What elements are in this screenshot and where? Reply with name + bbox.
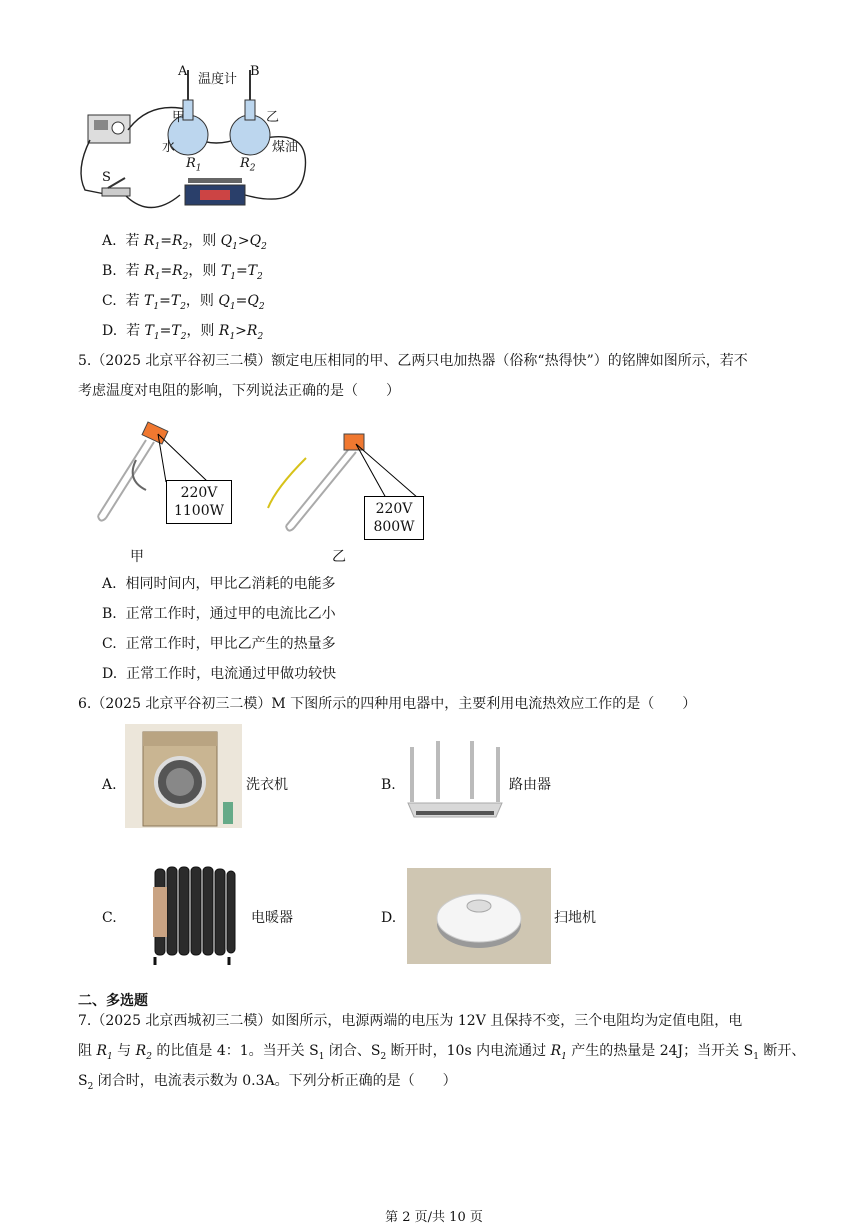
label-b: B <box>250 64 260 79</box>
heater-yi-caption: 乙 <box>332 549 346 565</box>
q5-line2: 考虑温度对电阻的影响，下列说法正确的是（ ） <box>78 383 400 399</box>
q6-option-c-label: 电暖器 <box>251 910 293 926</box>
circuit-figure <box>70 60 330 225</box>
q7-line2: 阻 $R_1$ 与 $R_2$ 的比值是 4：1。当开关 $S_1$ 闭合、$S_2$ 断开时，10s 内电流通过 $R_1$ 产生的热量是 24J；当开关 $S_1$ 断开、 <box>78 1043 806 1062</box>
washing-machine-icon <box>125 724 242 828</box>
q6-option-b-label: 路由器 <box>509 777 551 793</box>
heater-icon <box>125 857 247 969</box>
heater-yi-figure <box>256 428 426 565</box>
q5-option-d: D. 正常工作时，电流通过甲做功较快 <box>102 666 337 682</box>
q6-option-c-letter: C. <box>102 910 117 926</box>
q6-option-a-letter: A. <box>102 777 117 793</box>
label-jia: 甲 <box>172 110 186 125</box>
q6-option-d-letter: D. <box>381 910 397 926</box>
q6-option-b-letter: B. <box>381 777 396 793</box>
heater-jia-nameplate <box>166 480 232 524</box>
heater-jia-caption: 甲 <box>130 549 144 565</box>
q6-line1: 6.（2025 北京平谷初三二模）M 下图所示的四种用电器中，主要利用电流热效应工作的是（ ） <box>78 696 697 712</box>
label-s: S <box>102 170 111 185</box>
label-a: A <box>178 64 188 79</box>
heater-yi-power: 800W <box>373 519 415 535</box>
label-oil: 煤油 <box>272 140 299 155</box>
label-water: 水 <box>162 140 176 155</box>
router-icon <box>404 737 506 822</box>
q5-option-c: C. 正常工作时，甲比乙产生的热量多 <box>102 636 336 652</box>
heater-yi-nameplate <box>364 496 424 540</box>
heater-jia-figure <box>86 420 246 565</box>
label-thermometer: 温度计 <box>198 72 238 87</box>
q5-option-a: A. 相同时间内，甲比乙消耗的电能多 <box>102 576 336 592</box>
q7-line3: $S_2$ 闭合时，电流表示数为 0.3A。下列分析正确的是（ ） <box>78 1073 457 1092</box>
heater-jia-power: 1100W <box>173 503 225 519</box>
q6-option-d-label: 扫地机 <box>554 910 596 926</box>
q6-option-a-label: 洗衣机 <box>246 777 288 793</box>
q5-line1: 5.（2025 北京平谷初三二模）额定电压相同的甲、乙两只电加热器（俗称“热得快”）的铭牌如图所示，若不 <box>78 353 748 369</box>
q4-option-b: B. 若 $R_1=R_2$，则 $T_1=T_2$ <box>102 263 263 282</box>
robot-vacuum-icon <box>407 868 551 964</box>
section-title: 二、多选题 <box>78 993 148 1009</box>
q7-line1: 7.（2025 北京西城初三二模）如图所示，电源两端的电压为 12V 且保持不变，三个电阻均为定值电阻，电 <box>78 1013 743 1029</box>
heater-yi-voltage: 220V <box>375 501 413 517</box>
q4-option-a: A. 若 $R_1=R_2$，则 $Q_1>Q_2$ <box>102 233 267 252</box>
label-r1: $R_1$ <box>186 156 202 174</box>
q4-option-c: C. 若 $T_1=T_2$，则 $Q_1=Q_2$ <box>102 293 265 312</box>
heater-jia-voltage: 220V <box>180 485 218 501</box>
label-r2: $R_2$ <box>240 156 256 174</box>
q4-option-d: D. 若 $T_1=T_2$，则 $R_1>R_2$ <box>102 323 264 342</box>
q5-option-b: B. 正常工作时，通过甲的电流比乙小 <box>102 606 336 622</box>
page-footer: 第 2 页/共 10 页 <box>385 1210 483 1225</box>
label-yi: 乙 <box>266 110 280 125</box>
